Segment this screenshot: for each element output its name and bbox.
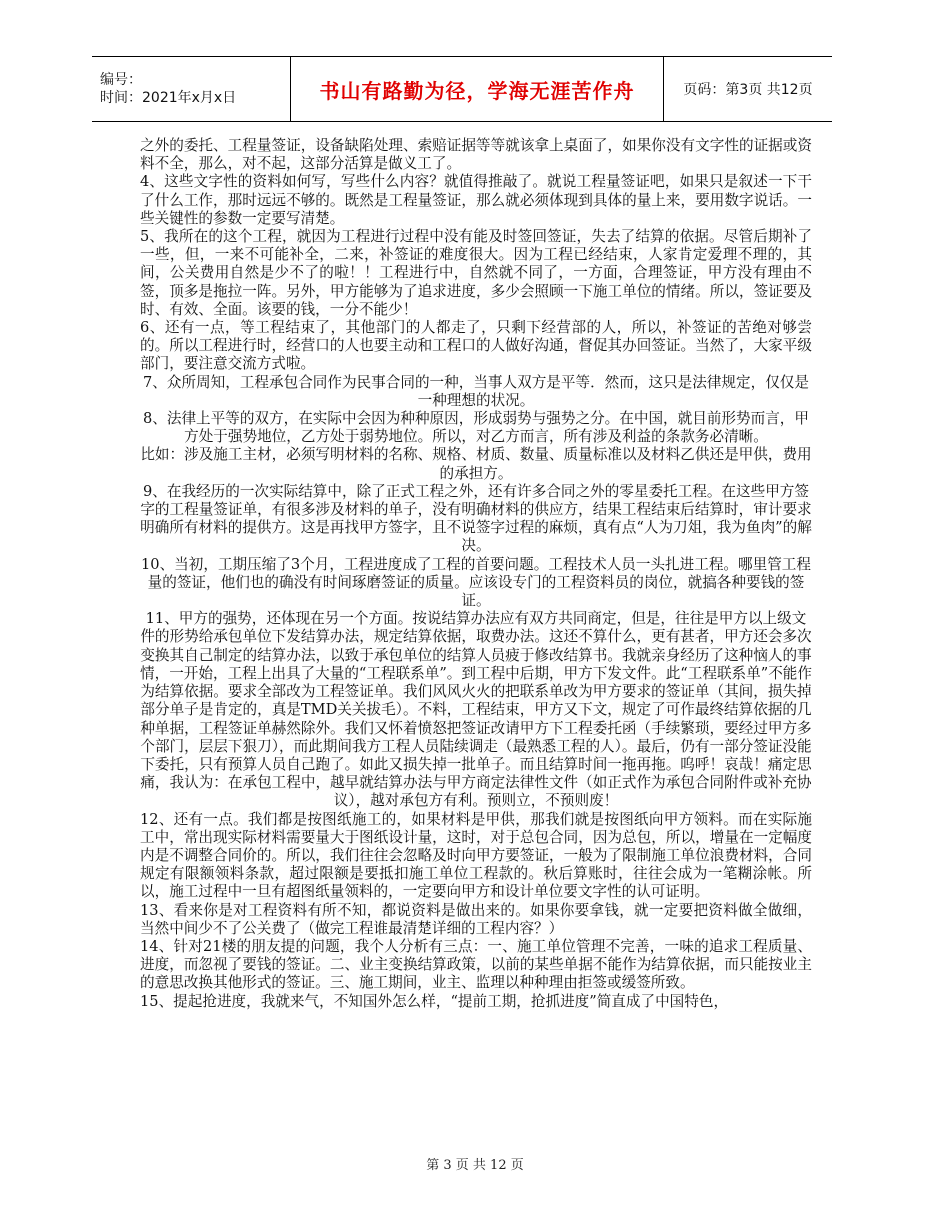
body-paragraph: 11、甲方的强势，还体现在另一个方面。按说结算办法应有双方共同商定，但是，往往是甲方以上级文件的形势给承包单位下发结算办法，规定结算依据，取费办法。这还不算什么，更有甚者，甲方还会多次变换其自己制定的结算办法，以致于承包单位的结算人员疲于修改结算书。我就亲身经历了这种恼人的事情，一开始，工程上出具了大量的“工程联系单”。到工程中后期，甲方下发文件。此“工程联系单”不能作为结算依据。要求全部改为工程签证单。我们风风火火的把联系单改为甲方要求的签证单（其间，损失掉部分单子是肯定的，真是TMD关关拔毛）。不料，工程结束，甲方又下文，规定了可作最终结算依据的几种单据，工程签证单赫然除外。我们又怀着愤怒把签证改请甲方下工程委托函（手续繁琐，要经过甲方多个部门，层层下狠刀），而此期间我方工程人员陆续调走（最熟悉工程的人）。最后，仍有一部分签证没能下委托，只有预算人员自己跑了。如此又损失掉一批单子。而且结算时间一拖再拖。呜呼！哀哉！痛定思痛，我认为：在承包工程中，越早就结算办法与甲方商定法律性文件（如正式作为承包合同附件或补充协议），越对承包方有利。预则立，不预则废！ (140, 610, 812, 810)
body-paragraph: 7、众所周知，工程承包合同作为民事合同的一种，当事人双方是平等．然而，这只是法律规定，仅仅是一种理想的状况。 (142, 373, 809, 409)
body-paragraph: 9、在我经历的一次实际结算中，除了正式工程之外，还有许多合同之外的零星委托工程。在这些甲方签字的工程量签证单，有很多涉及材料的单子，没有明确材料的供应方，结果工程结束后结算时，审计要求明确所有材料的提供方。这是再找甲方签字，且不说签字过程的麻烦，真有点“人为刀俎，我为鱼肉”的解决。 (140, 482, 812, 555)
header-meta (92, 57, 291, 122)
header-page-indicator: 页码：第3页 共12页 (664, 57, 833, 122)
body-paragraph: 15、提起抢进度，我就来气，不知国外怎么样，“提前工期，抢抓进度”简直成了中国特色， (140, 992, 729, 1010)
document-number-label: 编号： (100, 72, 142, 88)
body-paragraph: 5、我所在的这个工程，就因为工程进行过程中没有能及时签回签证，失去了结算的依据。尽管后期补了一些，但，一来不可能补全，二来，补签证的难度很大。因为工程已经结束，人家肯定爱理不理的，其间，公关费用自然是少不了的啦！！工程进行中，自然就不同了，一方面，合理签证，甲方没有理由不签，顶多是拖拉一阵。另外，甲方能够为了追求进度，多少会照顾一下施工单位的情绪。所以，签证要及时、有效、全面。该要的钱，一分不能少！ (140, 228, 812, 318)
body-paragraph: 之外的委托、工程量签证，设备缺陷处理、索赔证据等等就该拿上桌面了，如果你没有文字性的证据或资料不全，那么，对不起，这部分活算是做义工了。 (140, 137, 812, 173)
header-motto: 书山有路勤为径，学海无涯苦作舟 (291, 57, 664, 122)
body-paragraph: 10、当初，工期压缩了3个月，工程进度成了工程的首要问题。工程技术人员一头扎进工程。哪里管工程量的签证，他们也的确没有时间琢磨签证的质量。应该设专门的工程资料员的岗位，就搞各种要钱的签证。 (141, 555, 811, 610)
body-paragraph: 6、还有一点，等工程结束了，其他部门的人都走了，只剩下经营部的人，所以，补签证的苦绝对够尝的。所以工程进行时，经营口的人也要主动和工程口的人做好沟通，督促其办回签证。当然了，大家平级部门，要注意交流方式啦。 (140, 319, 812, 373)
body-paragraph: 14、针对21楼的朋友提的问题，我个人分析有三点：一、施工单位管理不完善，一味的追求工程质量、进度，而忽视了要钱的签证。二、业主变换结算政策，以前的某些单据不能作为结算依据，而只能按业主的意思改换其他形式的签证。三、施工期间，业主、监理以种种理由拒签或缓签所致。 (140, 937, 812, 992)
body-paragraph: 13、看来你是对工程资料有所不知，都说资料是做出来的。如果你要拿钱，就一定要把资料做全做细，当然中间少不了公关费了（做完工程谁最清楚详细的工程内容？） (140, 901, 812, 937)
body-paragraph: 比如：涉及施工主材，必须写明材料的名称、规格、材质、数量、质量标准以及材料乙供还是甲供，费用的承担方。 (140, 446, 812, 482)
body-paragraph: 4、这些文字性的资料如何写，写些什么内容？就值得推敲了。就说工程量签证吧，如果只是叙述一下干了什么工作，那时远远不够的。既然是工程量签证，那么就必须体现到具体的量上来，要用数字说话。一些关键性的参数一定要写清楚。 (140, 173, 812, 227)
page-footer: 第 3 页 共 12 页 (426, 1158, 524, 1173)
page-header (92, 56, 832, 122)
body-paragraph: 8、法律上平等的双方，在实际中会因为种种原因，形成弱势与强势之分。在中国，就目前形势而言，甲方处于强势地位，乙方处于弱势地位。所以，对乙方而言，所有涉及利益的条款务必清晰。 (142, 410, 809, 446)
document-body (140, 137, 812, 1011)
document-date: 时间：2021年x月x日 (100, 90, 237, 106)
body-paragraph: 12、还有一点。我们都是按图纸施工的，如果材料是甲供，那我们就是按图纸向甲方领料。而在实际施工中，常出现实际材料需要量大于图纸设计量，这时，对于总包合同，因为总包，所以，增量在一定幅度内是不调整合同价的。所以，我们往往会忽略及时向甲方要签证，一般为了限制施工单位浪费材料，合同规定有限额领料条款，超过限额是要抵扣施工单位工程款的。秋后算账时，往往会成为一笔糊涂帐。所以，施工过程中一旦有超图纸量领料的，一定要向甲方和设计单位要文字性的认可证明。 (140, 810, 812, 901)
